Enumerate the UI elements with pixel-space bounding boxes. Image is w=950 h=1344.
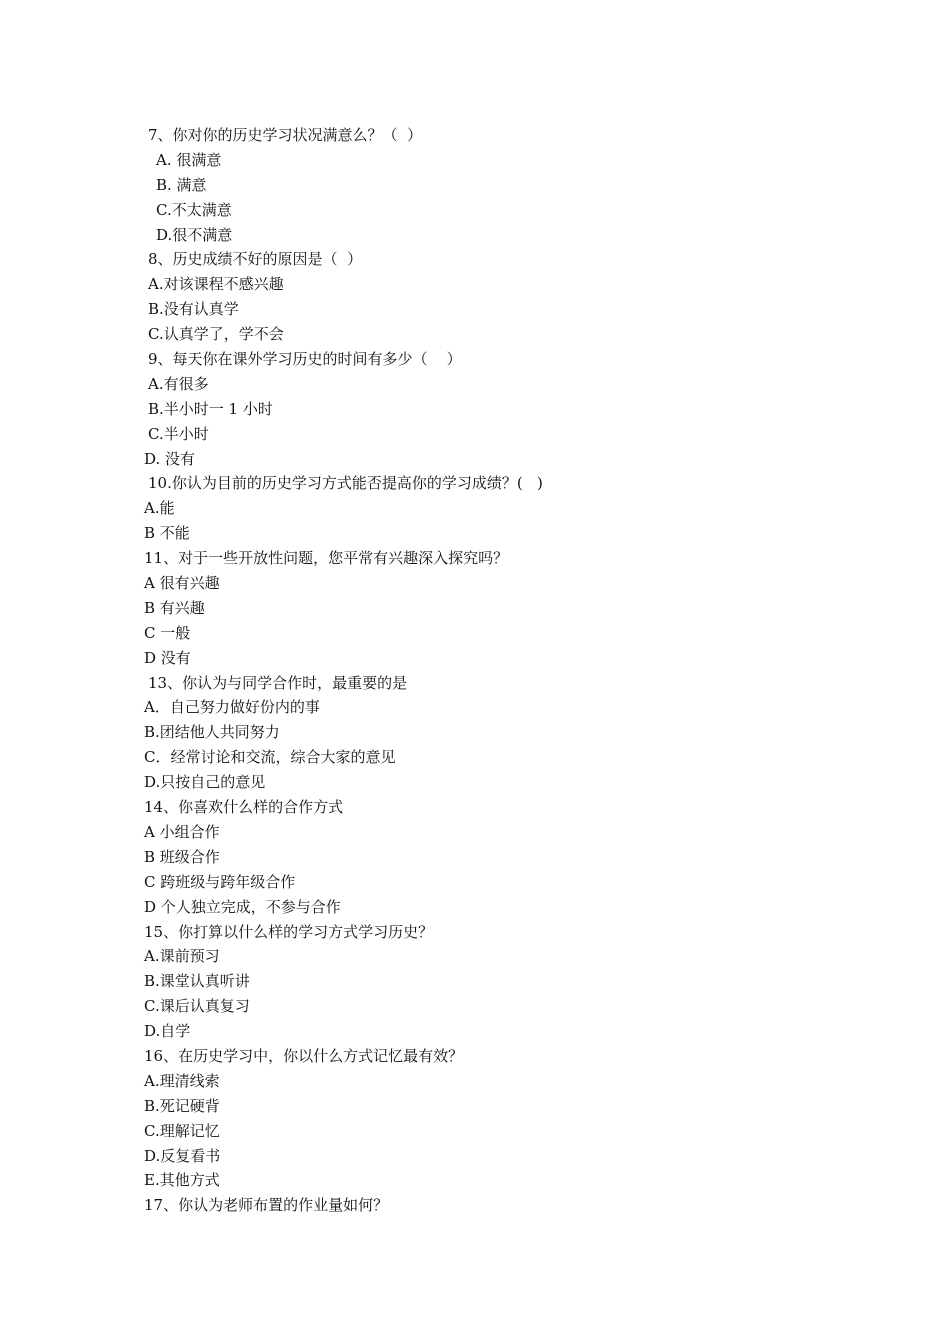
question-14-option-a: A 小组合作 [144,822,220,841]
question-13-option-d: D.只按自己的意见 [144,773,266,792]
question-14: 14、你喜欢什么样的合作方式 [144,798,344,817]
question-9-option-b: B.半小时一 1 小时 [148,399,273,418]
question-7-option-b: B. 满意 [156,175,207,194]
question-13-option-b: B.团结他人共同努力 [144,723,280,742]
questionnaire-body [143,123,863,1218]
question-13-option-a: A．自己努力做好份内的事 [144,698,320,717]
question-16-option-e: E.其他方式 [144,1171,220,1190]
question-15-option-d: D.自学 [144,1022,191,1041]
question-15-option-a: A.课前预习 [144,947,220,966]
question-14-option-d: D 个人独立完成，不参与合作 [144,897,341,916]
question-15: 15、你打算以什么样的学习方式学习历史？ [144,922,434,941]
question-16-option-b: B.死记硬背 [144,1096,220,1115]
question-11-option-c: C 一般 [144,623,191,642]
question-7-option-d: D.很不满意 [156,225,233,244]
question-16-option-d: D.反复看书 [144,1146,221,1165]
question-8-option-a: A.对该课程不感兴趣 [148,275,284,294]
question-10-option-b: B 不能 [144,524,190,543]
question-15-option-b: B.课堂认真听讲 [144,972,250,991]
question-11-option-d: D 没有 [144,648,191,667]
question-16-option-a: A.理清线索 [144,1071,220,1090]
question-7-option-c: C.不太满意 [156,200,232,219]
question-17: 17、你认为老师布置的作业量如何？ [144,1196,389,1215]
question-11-option-b: B 有兴趣 [144,598,205,617]
question-15-option-c: C.课后认真复习 [144,997,250,1016]
question-7-option-a: A. 很满意 [156,150,222,169]
question-13: 13、你认为与同学合作时，最重要的是 [148,673,408,692]
question-8-option-c: C.认真学了，学不会 [148,325,284,344]
question-14-option-b: B 班级合作 [144,847,220,866]
question-10-option-a: A.能 [144,499,175,518]
question-10: 10.你认为目前的历史学习方式能否提高你的学习成绩？( ) [148,474,543,493]
question-7: 7、你对你的历史学习状况满意么？（ ） [148,126,423,144]
question-9-option-c: C.半小时 [148,424,209,443]
question-11-option-a: A 很有兴趣 [144,574,220,593]
question-16-option-c: C.理解记忆 [144,1121,220,1140]
question-8: 8、历史成绩不好的原因是（ ） [148,250,363,269]
question-9: 9、每天你在课外学习历史的时间有多少（ ） [148,350,462,369]
question-9-option-a: A.有很多 [148,374,209,393]
question-14-option-c: C 跨班级与跨年级合作 [144,872,296,891]
question-9-option-d: D. 没有 [144,449,196,468]
question-11: 11、对于一些开放性问题，您平常有兴趣深入探究吗？ [144,549,509,568]
question-16: 16、在历史学习中，你以什么方式记忆最有效？ [144,1046,464,1065]
question-13-option-c: C．经常讨论和交流，综合大家的意见 [144,748,396,767]
question-8-option-b: B.没有认真学 [148,300,239,319]
